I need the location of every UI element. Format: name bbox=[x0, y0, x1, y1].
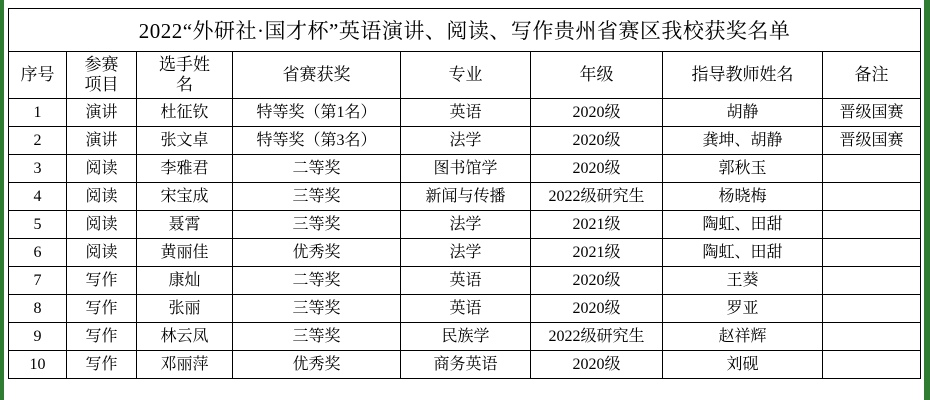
table-row bbox=[9, 267, 921, 295]
header-event: 参赛 项目 bbox=[67, 52, 137, 99]
cell-remark bbox=[823, 267, 921, 295]
cell-remark bbox=[823, 211, 921, 239]
cell-major: 英语 bbox=[401, 267, 531, 295]
cell-teacher: 王葵 bbox=[663, 267, 823, 295]
cell-remark bbox=[823, 183, 921, 211]
cell-award: 三等奖 bbox=[233, 323, 401, 351]
cell-teacher: 赵祥辉 bbox=[663, 323, 823, 351]
table-row bbox=[9, 323, 921, 351]
cell-remark bbox=[823, 239, 921, 267]
cell-teacher: 刘砚 bbox=[663, 351, 823, 379]
cell-grade: 2020级 bbox=[531, 295, 663, 323]
cell-grade: 2022级研究生 bbox=[531, 323, 663, 351]
cell-event: 阅读 bbox=[67, 183, 137, 211]
cell-grade: 2020级 bbox=[531, 127, 663, 155]
header-name: 选手姓 名 bbox=[137, 52, 233, 99]
cell-teacher: 陶虹、田甜 bbox=[663, 239, 823, 267]
cell-award: 特等奖（第1名） bbox=[233, 99, 401, 127]
table-row bbox=[9, 211, 921, 239]
cell-name: 张丽 bbox=[137, 295, 233, 323]
cell-remark bbox=[823, 323, 921, 351]
table-row bbox=[9, 239, 921, 267]
cell-remark: 晋级国赛 bbox=[823, 99, 921, 127]
cell-award: 特等奖（第3名） bbox=[233, 127, 401, 155]
cell-grade: 2020级 bbox=[531, 267, 663, 295]
cell-name: 邓丽萍 bbox=[137, 351, 233, 379]
cell-remark bbox=[823, 155, 921, 183]
cell-seq: 8 bbox=[9, 295, 67, 323]
cell-grade: 2021级 bbox=[531, 211, 663, 239]
cell-name: 宋宝成 bbox=[137, 183, 233, 211]
cell-event: 写作 bbox=[67, 295, 137, 323]
cell-name: 黄丽佳 bbox=[137, 239, 233, 267]
cell-event: 写作 bbox=[67, 267, 137, 295]
cell-seq: 6 bbox=[9, 239, 67, 267]
cell-award: 三等奖 bbox=[233, 211, 401, 239]
cell-grade: 2021级 bbox=[531, 239, 663, 267]
cell-teacher: 罗亚 bbox=[663, 295, 823, 323]
cell-award: 优秀奖 bbox=[233, 351, 401, 379]
table-row bbox=[9, 183, 921, 211]
cell-grade: 2020级 bbox=[531, 99, 663, 127]
cell-seq: 10 bbox=[9, 351, 67, 379]
header-award: 省赛获奖 bbox=[233, 52, 401, 99]
cell-name: 李雅君 bbox=[137, 155, 233, 183]
table-row bbox=[9, 295, 921, 323]
cell-teacher: 胡静 bbox=[663, 99, 823, 127]
award-table bbox=[8, 8, 921, 379]
header-seq: 序号 bbox=[9, 52, 67, 99]
left-green-border bbox=[0, 0, 4, 400]
table-row bbox=[9, 99, 921, 127]
cell-name: 聂霄 bbox=[137, 211, 233, 239]
cell-event: 演讲 bbox=[67, 127, 137, 155]
cell-event: 阅读 bbox=[67, 239, 137, 267]
award-table-container bbox=[8, 8, 920, 379]
cell-major: 民族学 bbox=[401, 323, 531, 351]
cell-name: 张文卓 bbox=[137, 127, 233, 155]
header-major: 专业 bbox=[401, 52, 531, 99]
cell-grade: 2020级 bbox=[531, 351, 663, 379]
cell-grade: 2022级研究生 bbox=[531, 183, 663, 211]
cell-event: 阅读 bbox=[67, 155, 137, 183]
cell-seq: 5 bbox=[9, 211, 67, 239]
right-green-border bbox=[924, 0, 930, 400]
cell-name: 林云凤 bbox=[137, 323, 233, 351]
cell-name: 杜征钦 bbox=[137, 99, 233, 127]
cell-event: 演讲 bbox=[67, 99, 137, 127]
table-row bbox=[9, 155, 921, 183]
cell-grade: 2020级 bbox=[531, 155, 663, 183]
cell-seq: 1 bbox=[9, 99, 67, 127]
title-row bbox=[9, 9, 921, 52]
document-title: 2022“外研社·国才杯”英语演讲、阅读、写作贵州省赛区我校获奖名单 bbox=[9, 9, 921, 52]
cell-event: 写作 bbox=[67, 351, 137, 379]
cell-major: 法学 bbox=[401, 211, 531, 239]
cell-award: 优秀奖 bbox=[233, 239, 401, 267]
cell-seq: 4 bbox=[9, 183, 67, 211]
cell-major: 法学 bbox=[401, 239, 531, 267]
cell-seq: 2 bbox=[9, 127, 67, 155]
cell-remark: 晋级国赛 bbox=[823, 127, 921, 155]
cell-major: 英语 bbox=[401, 295, 531, 323]
cell-seq: 3 bbox=[9, 155, 67, 183]
cell-major: 法学 bbox=[401, 127, 531, 155]
cell-event: 阅读 bbox=[67, 211, 137, 239]
cell-teacher: 龚坤、胡静 bbox=[663, 127, 823, 155]
header-grade: 年级 bbox=[531, 52, 663, 99]
table-row bbox=[9, 351, 921, 379]
cell-award: 二等奖 bbox=[233, 155, 401, 183]
cell-major: 图书馆学 bbox=[401, 155, 531, 183]
header-teacher: 指导教师姓名 bbox=[663, 52, 823, 99]
cell-major: 商务英语 bbox=[401, 351, 531, 379]
header-remark: 备注 bbox=[823, 52, 921, 99]
cell-teacher: 杨晓梅 bbox=[663, 183, 823, 211]
cell-name: 康灿 bbox=[137, 267, 233, 295]
cell-award: 三等奖 bbox=[233, 295, 401, 323]
cell-award: 三等奖 bbox=[233, 183, 401, 211]
table-header-row bbox=[9, 52, 921, 99]
cell-major: 英语 bbox=[401, 99, 531, 127]
cell-award: 二等奖 bbox=[233, 267, 401, 295]
cell-teacher: 陶虹、田甜 bbox=[663, 211, 823, 239]
cell-teacher: 郭秋玉 bbox=[663, 155, 823, 183]
cell-seq: 7 bbox=[9, 267, 67, 295]
cell-event: 写作 bbox=[67, 323, 137, 351]
cell-major: 新闻与传播 bbox=[401, 183, 531, 211]
cell-seq: 9 bbox=[9, 323, 67, 351]
cell-remark bbox=[823, 351, 921, 379]
cell-remark bbox=[823, 295, 921, 323]
table-row bbox=[9, 127, 921, 155]
